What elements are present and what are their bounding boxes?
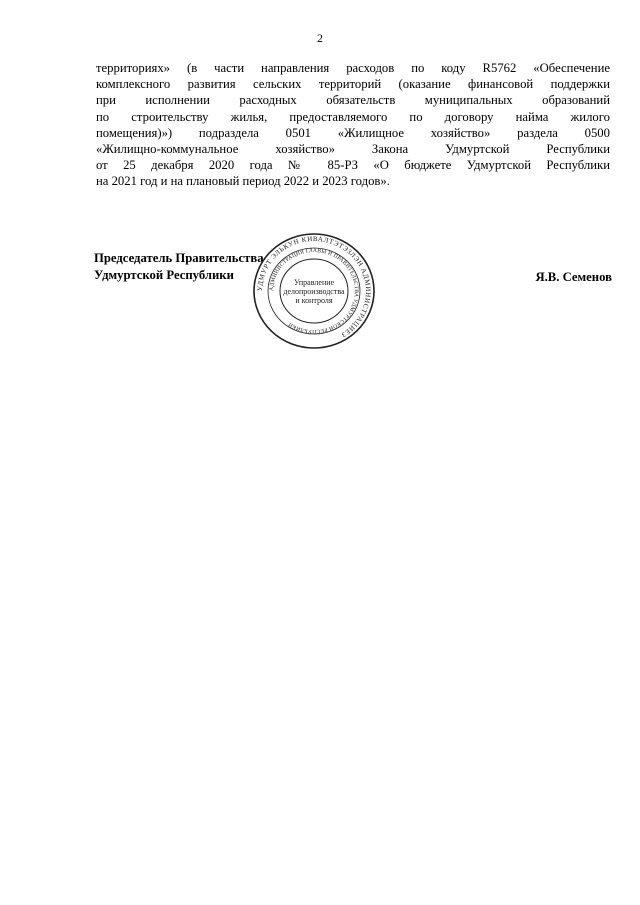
paragraph-line: помещения)») подраздела 0501 «Жилищное хозяйство» раздела 0500 [96,125,610,140]
paragraph-line: на 2021 год и на плановый период 2022 и 2023 годов». [96,174,390,189]
signatory-title-line: Председатель Правительства [94,251,264,265]
signatory-name: Я.В. Семенов [535,270,612,284]
body-paragraph [96,60,610,190]
paragraph-line: при исполнении расходных обязательств муниципальных образований [96,93,610,108]
paragraph-line: от 25 декабря 2020 года № 85-РЗ «О бюджете Удмуртской Республики [96,158,610,173]
stamp-center-line: и контроля [295,296,333,305]
paragraph-line: по строительству жилья, предоставляемого по договору найма жилого [96,109,610,124]
stamp-seal-graphic [248,232,380,350]
paragraph-line: территориях» (в части направления расходов по коду R5762 «Обеспечение [96,61,610,75]
stamp-center-line: Управление [293,278,335,287]
official-stamp [248,232,380,350]
paragraph-line: «Жилищно-коммунальное хозяйство» Закона Удмуртской Республики [96,142,610,157]
stamp-center-line: делопроизводства [283,287,345,296]
stamp-ring-inner-text: АДМИНИСТРАЦИЯ ГЛАВЫ И ПРАВИТЕЛЬСТВА УДМУРТСКОЙ РЕСПУБЛИКИ [268,247,360,335]
paragraph-line: комплексного развития сельских территорий (оказание финансовой поддержки [96,77,610,92]
stamp-ring-outer-text: УДМУРТ ЭЛЬКУН КИВАЛТЭТЭЗЛЭН АДМИНИСТРАЦИЕЗ [255,234,373,340]
page-number: 2 [317,31,323,45]
signatory-title-line: Удмуртской Республики [94,267,234,282]
